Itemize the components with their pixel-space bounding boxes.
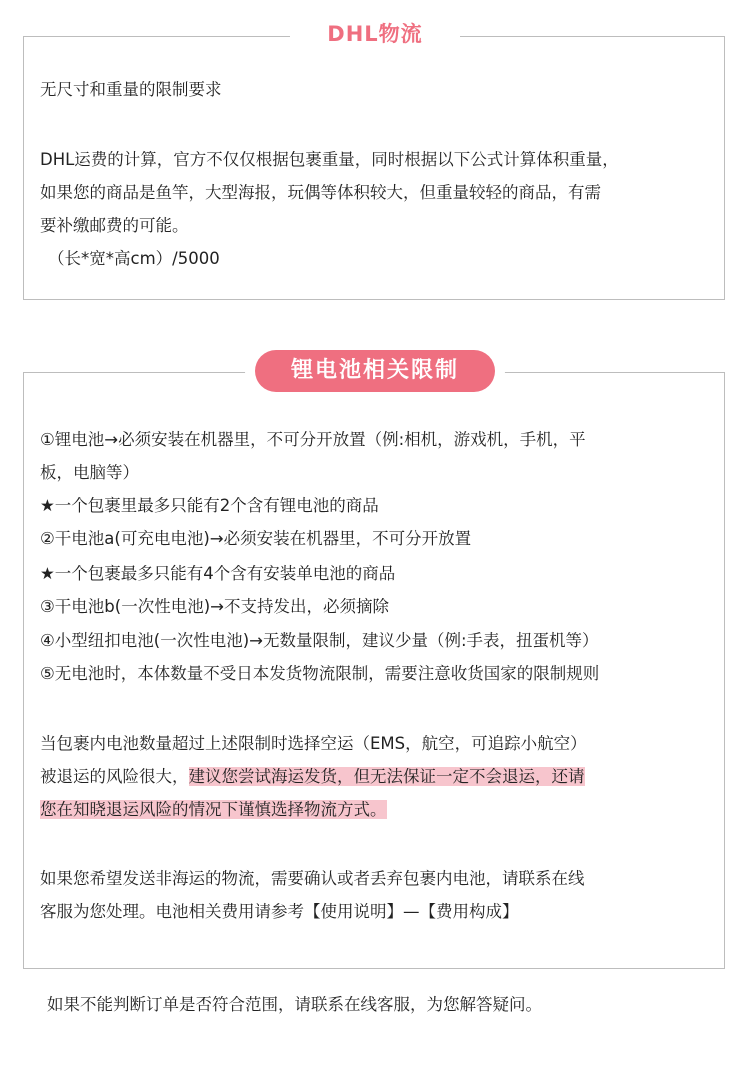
- battery-title: 锂电池相关限制: [255, 350, 495, 392]
- battery-contact-line-2: 客服为您处理。电池相关费用请参考【使用说明】—【费用构成】: [40, 902, 519, 921]
- warning-highlight-2: 您在知晓退运风险的情况下谨慎选择物流方式。: [40, 800, 387, 819]
- footer-note: 如果不能判断订单是否符合范围，请联系在线客服，为您解答疑问。: [47, 995, 542, 1014]
- battery-warning-line-3: [40, 793, 387, 826]
- battery-rule-star-2: ★一个包裹最多只能有4个含有安装单电池的商品: [40, 564, 396, 583]
- battery-rule-star-1: ★一个包裹里最多只能有2个含有锂电池的商品: [40, 496, 379, 515]
- battery-rule-1b: 板，电脑等）: [40, 463, 139, 482]
- battery-rule-3: ③干电池b(一次性电池)→不支持发出，必须摘除: [40, 597, 389, 616]
- battery-rule-4: ④小型纽扣电池(一次性电池)→无数量限制，建议少量（例:手表，扭蛋机等）: [40, 631, 599, 650]
- battery-warning-line-2: [40, 760, 585, 793]
- warning-plain-text: 被退运的风险很大，: [40, 767, 189, 786]
- dhl-title: DHL物流: [290, 18, 460, 50]
- dhl-formula: （长*宽*高cm）/5000: [48, 249, 220, 268]
- battery-rule-1a: ①锂电池→必须安装在机器里，不可分开放置（例:相机，游戏机，手机，平: [40, 430, 586, 449]
- battery-rule-2: ②干电池a(可充电电池)→必须安装在机器里，不可分开放置: [40, 529, 472, 548]
- dhl-calc-line-1: DHL运费的计算，官方不仅仅根据包裹重量，同时根据以下公式计算体积重量，: [40, 150, 619, 169]
- dhl-calc-line-2: 如果您的商品是鱼竿，大型海报，玩偶等体积较大，但重量较轻的商品，有需: [40, 183, 601, 202]
- dhl-calc-line-3: 要补缴邮费的可能。: [40, 216, 189, 235]
- battery-rule-5: ⑤无电池时，本体数量不受日本发货物流限制，需要注意收货国家的限制规则: [40, 664, 600, 683]
- battery-warning-line-1: 当包裹内电池数量超过上述限制时选择空运（EMS，航空，可追踪小航空）: [40, 734, 587, 753]
- warning-highlight-1: 建议您尝试海运发货，但无法保证一定不会退运，还请: [188, 767, 585, 786]
- battery-contact-line-1: 如果您希望发送非海运的物流，需要确认或者丢弃包裹内电池，请联系在线: [40, 869, 585, 888]
- dhl-no-limit: 无尺寸和重量的限制要求: [40, 80, 222, 99]
